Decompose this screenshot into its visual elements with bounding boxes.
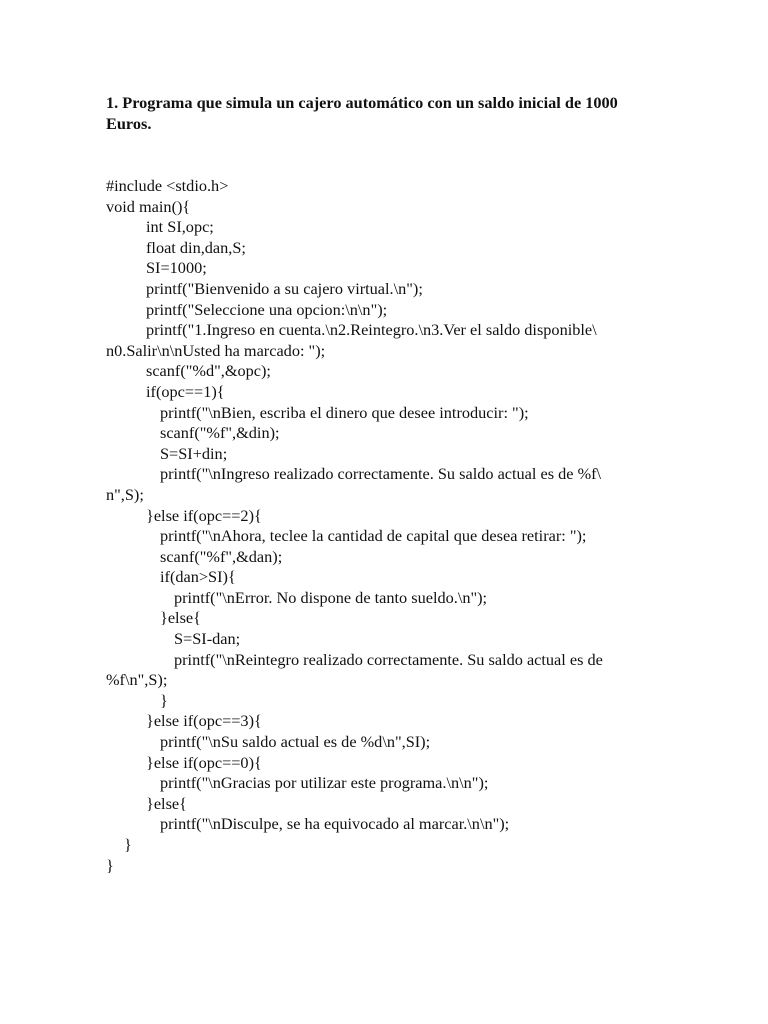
heading-line-1: 1. Programa que simula un cajero automático con un saldo inicial de 1000 — [106, 93, 618, 112]
code-line: printf("\nIngreso realizado correctamente. Su saldo actual es de %f\ — [160, 464, 602, 484]
code-line: printf("\nError. No dispone de tanto sueldo.\n"); — [174, 587, 488, 607]
code-line: } — [160, 690, 168, 710]
code-line: printf("\nAhora, teclee la cantidad de capital que desea retirar: "); — [160, 526, 587, 546]
code-line: }else if(opc==3){ — [146, 711, 262, 731]
code-line: printf("\nSu saldo actual es de %d\n",SI); — [160, 732, 431, 752]
code-line: S=SI+din; — [160, 443, 228, 463]
code-line: if(opc==1){ — [146, 381, 225, 401]
code-line: printf("Bienvenido a su cajero virtual.\n"); — [146, 278, 423, 298]
code-line: n",S); — [106, 484, 144, 504]
code-line: printf("1.Ingreso en cuenta.\n2.Reintegro.\n3.Ver el saldo disponible\ — [146, 320, 597, 340]
code-line: #include <stdio.h> — [106, 176, 229, 195]
code-line: printf("\nDisculpe, se ha equivocado al marcar.\n\n"); — [160, 814, 510, 834]
code-line: SI=1000; — [146, 258, 207, 278]
code-line: printf("\nBien, escriba el dinero que desee introducir: "); — [160, 402, 529, 422]
code-line: }else{ — [146, 793, 187, 813]
code-line: }else{ — [160, 608, 201, 628]
code-line: printf("Seleccione una opcion:\n\n"); — [146, 299, 388, 319]
code-line: void main(){ — [106, 196, 191, 216]
code-line: } — [124, 835, 132, 854]
code-line: printf("\nReintegro realizado correctamente. Su saldo actual es de — [174, 649, 603, 669]
code-line: S=SI-dan; — [174, 629, 241, 649]
code-listing — [106, 176, 666, 876]
heading-line-2: Euros. — [106, 114, 152, 133]
code-line: }else if(opc==2){ — [146, 505, 262, 525]
code-line: n0.Salir\n\nUsted ha marcado: "); — [106, 340, 326, 360]
code-line: int SI,opc; — [146, 217, 214, 237]
code-line: printf("\nGracias por utilizar este programa.\n\n"); — [160, 773, 489, 793]
code-line: scanf("%f",&din); — [160, 423, 280, 443]
code-line: if(dan>SI){ — [160, 567, 236, 587]
code-line: %f\n",S); — [106, 670, 168, 690]
code-line: }else if(opc==0){ — [146, 752, 262, 772]
code-line: scanf("%d",&opc); — [146, 361, 271, 381]
code-line: scanf("%f",&dan); — [160, 546, 283, 566]
code-line: } — [106, 855, 114, 875]
document-heading — [106, 92, 676, 134]
code-line: float din,dan,S; — [146, 237, 246, 257]
